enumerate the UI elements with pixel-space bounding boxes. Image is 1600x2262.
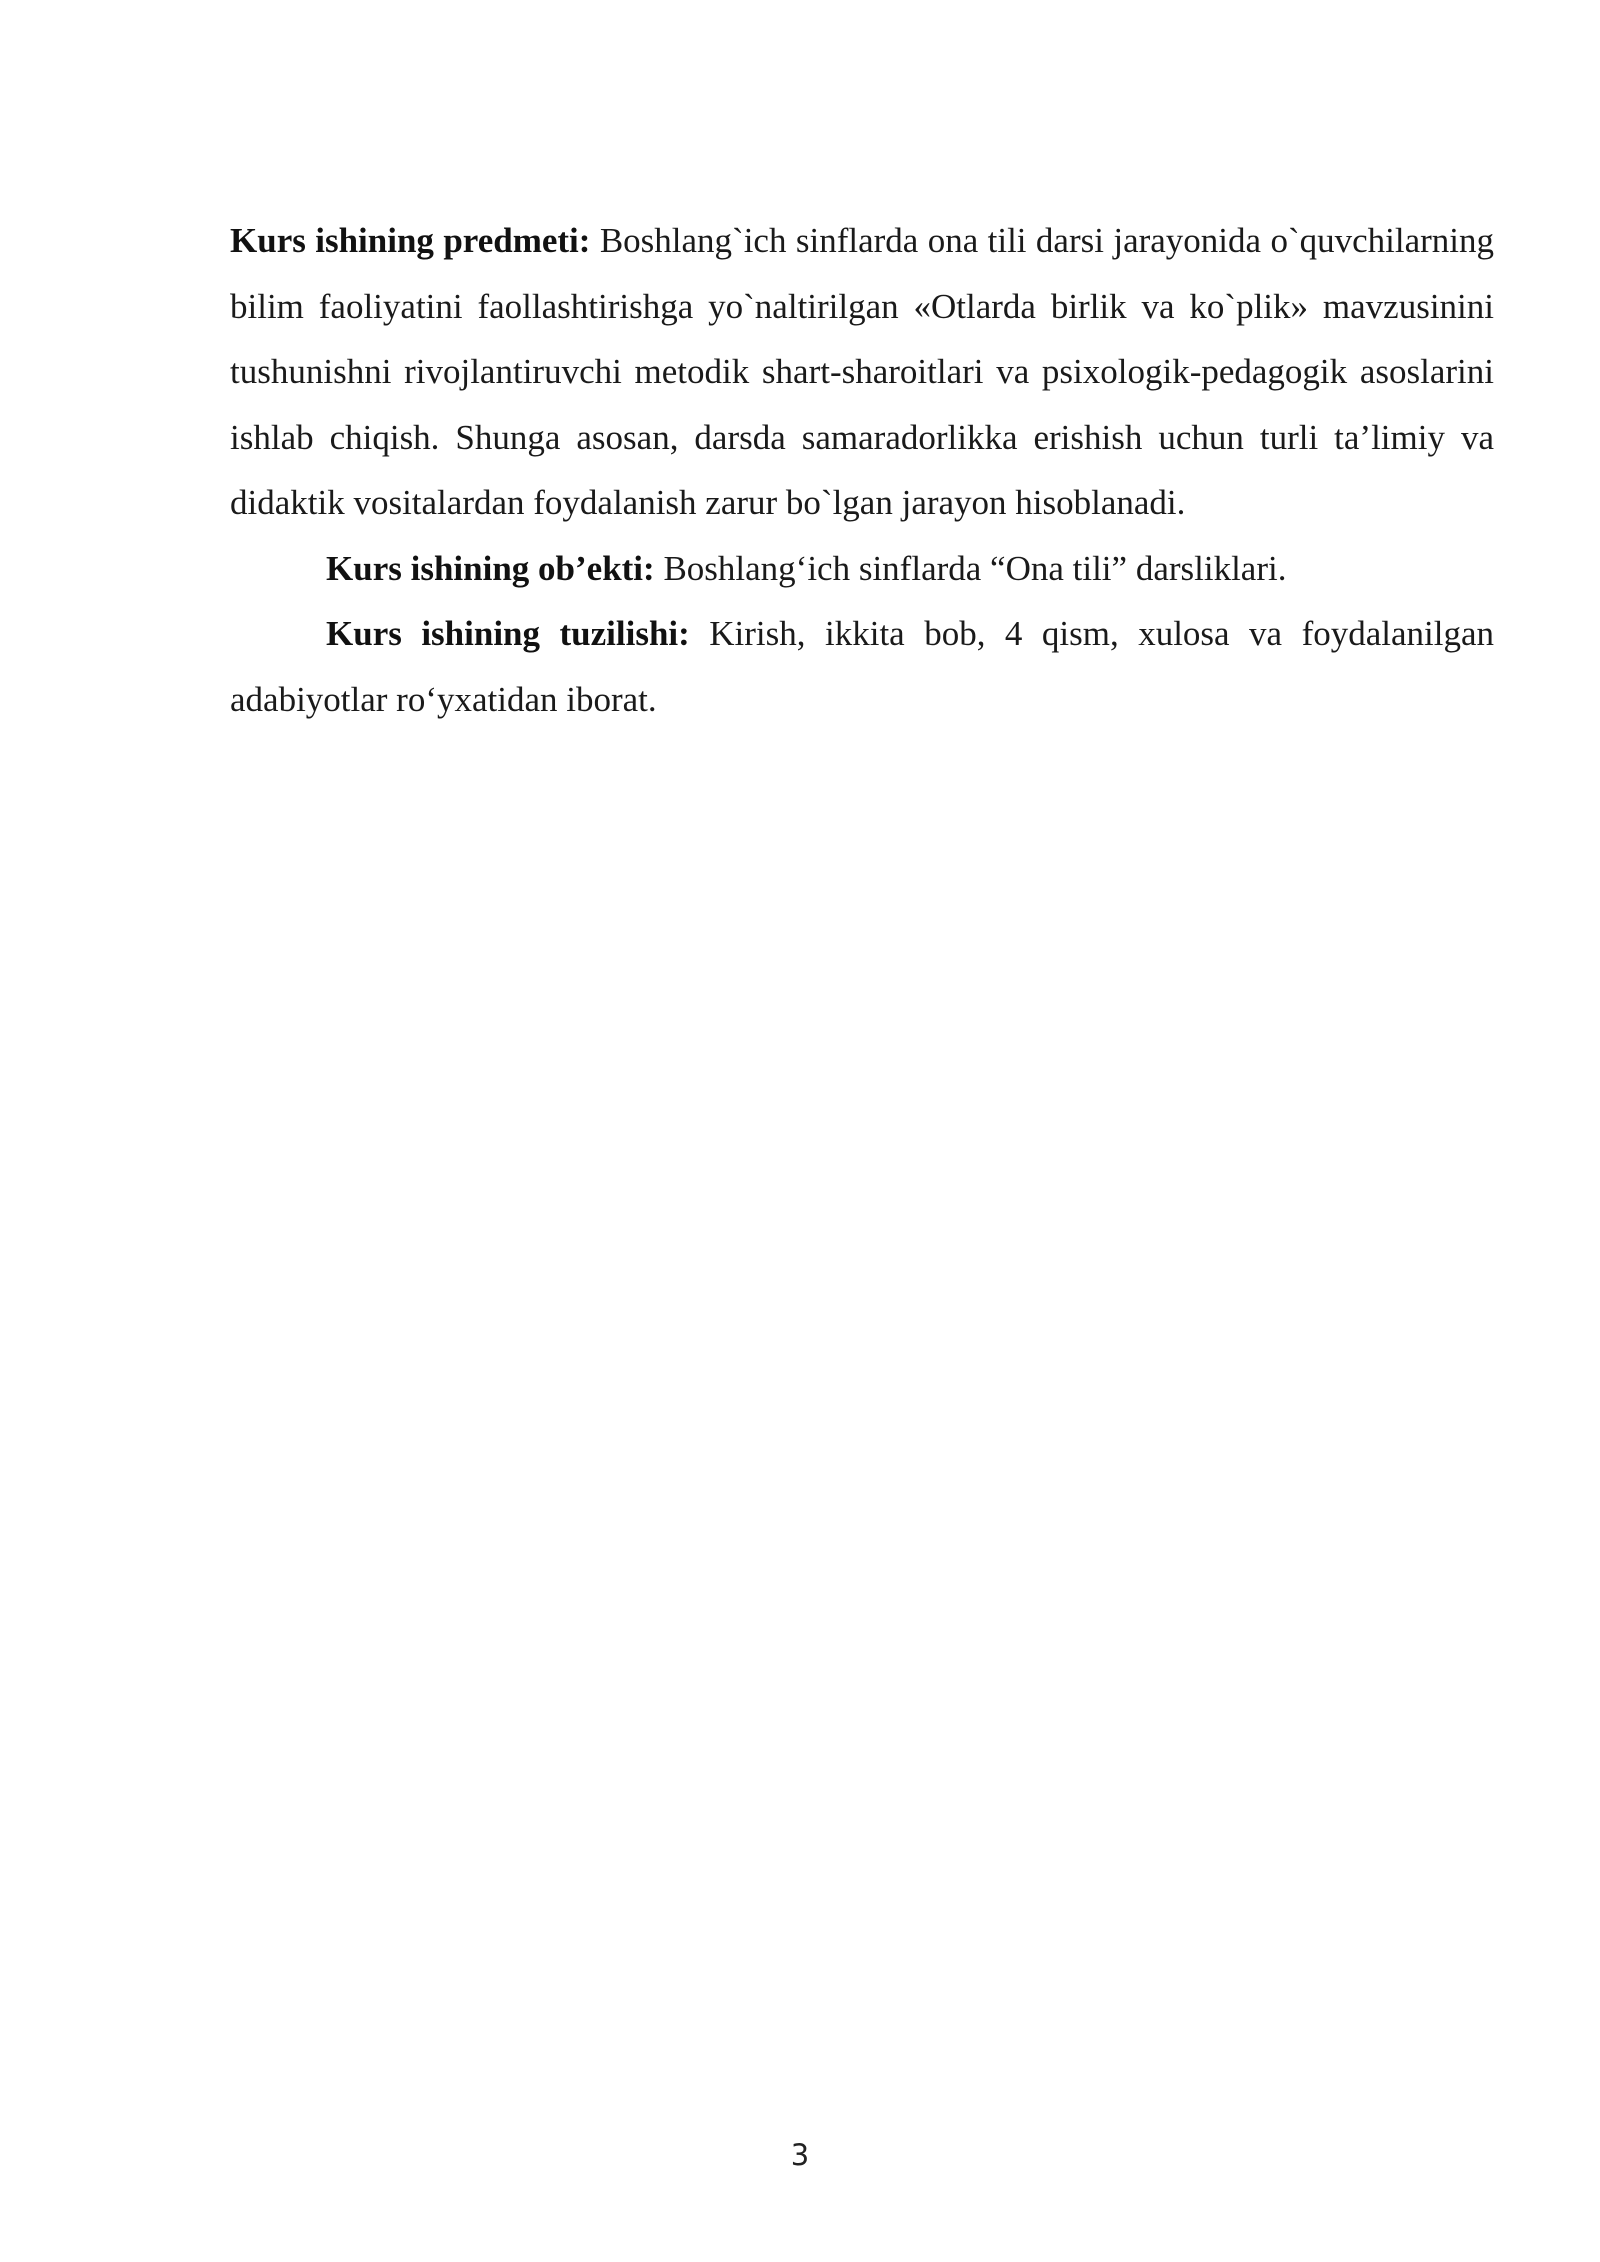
paragraph-object-text: Boshlang‘ich sinflarda “Ona tili” darsliklari.	[654, 548, 1287, 588]
paragraph-subject-text: Boshlang`ich sinflarda ona tili darsi jarayonida o`quvchilarning bilim faoliyatini faollashtirishga yo`naltirilgan «Otlarda birlik va ko`plik» mavzusinini tushunishni rivojlantiruvchi metodik shart-sharoitlari va psixologik-pedagogik asoslarini ishlab chiqish. Shunga asosan, darsda samaradorlikka erishish uchun turli ta’limiy va didaktik vositalardan foydalanish zarur bo`lgan jarayon hisoblanadi.	[230, 221, 1494, 522]
paragraph-object-term: Kurs ishining ob’ekti:	[326, 548, 655, 588]
page-number: 3	[790, 2138, 810, 2172]
paragraph-structure-term: Kurs ishining tuzilishi:	[326, 614, 690, 653]
document-body	[230, 208, 1494, 732]
paragraph-subject-term: Kurs ishining predmeti:	[230, 221, 591, 260]
paragraph-object	[230, 536, 1494, 602]
paragraph-subject	[230, 208, 1494, 536]
paragraph-structure	[230, 601, 1494, 732]
paragraph-structure-text: Kirish, ikkita bob, 4 qism, xulosa va foydalanilgan adabiyotlar ro‘yxatidan iborat.	[230, 614, 1495, 719]
